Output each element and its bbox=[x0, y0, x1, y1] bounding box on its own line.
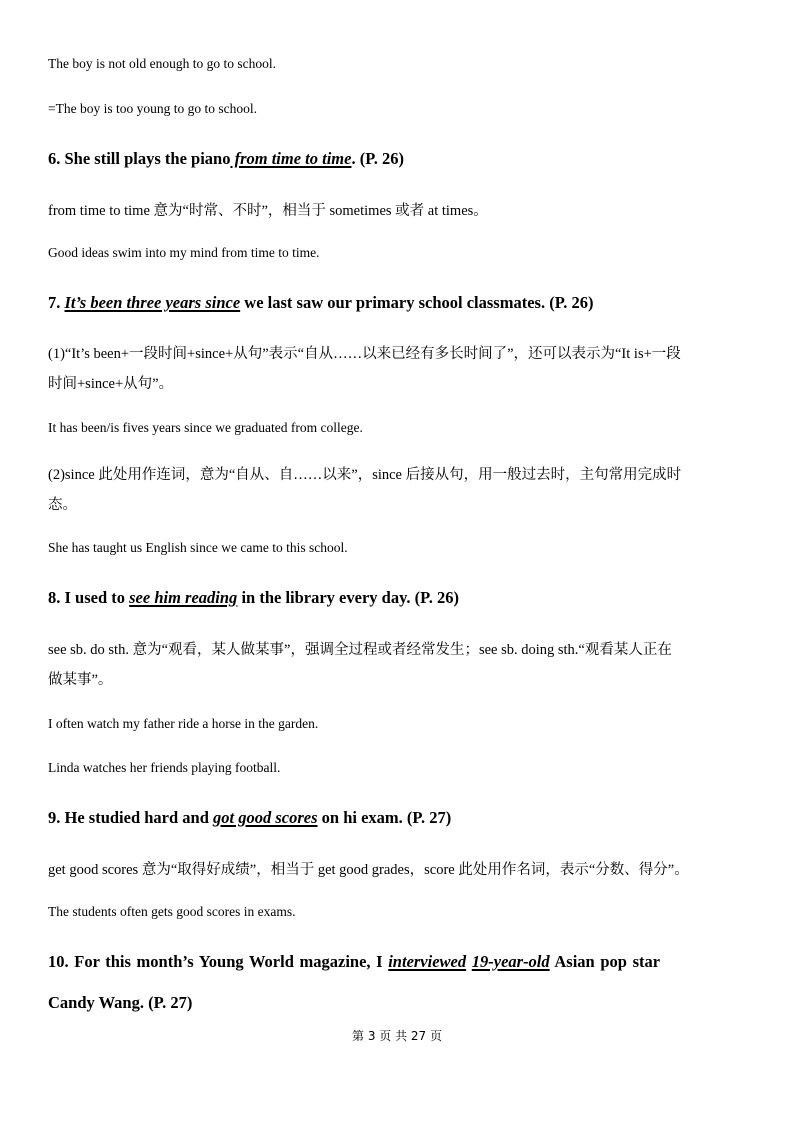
explanation: 态。 bbox=[48, 497, 77, 513]
key-phrase: from time to time bbox=[230, 149, 352, 168]
example-sentence: Linda watches her friends playing football. bbox=[48, 760, 281, 775]
item-heading-8: 8. I used to see him reading in the library every day. (P. 26) bbox=[48, 588, 459, 607]
explanation: see sb. do sth. 意为“观看，某人做某事”，强调全过程或者经常发生；see sb. doing sth.“观看某人正在 bbox=[48, 642, 672, 658]
key-phrase: 19-year-old bbox=[471, 952, 550, 971]
item-heading-9: 9. He studied hard and got good scores on hi exam. (P. 27) bbox=[48, 808, 452, 827]
item-heading-10: 10. For this month’s Young World magazine, I interviewed 19-year-old Asian pop star bbox=[48, 952, 661, 971]
key-phrase: see him reading bbox=[129, 588, 238, 607]
example-sentence: Good ideas swim into my mind from time to time. bbox=[48, 245, 320, 260]
key-phrase: interviewed bbox=[388, 952, 467, 971]
explanation: (1)“It’s been+一段时间+since+从句”表示“自从……以来已经有多长时间了”，还可以表示为“It is+一段 bbox=[48, 346, 681, 362]
item-heading-10-continued: Candy Wang. (P. 27) bbox=[48, 993, 193, 1012]
example-sentence: She has taught us English since we came to this school. bbox=[48, 540, 348, 555]
explanation: get good scores 意为“取得好成绩”，相当于 get good grades，score 此处用作名词，表示“分数、得分”。 bbox=[48, 862, 689, 878]
explanation: 做某事”。 bbox=[48, 672, 113, 688]
example-sentence: I often watch my father ride a horse in the garden. bbox=[48, 716, 319, 731]
page-number-footer: 第 3 页 共 27 页 bbox=[352, 1029, 442, 1043]
example-sentence: =The boy is too young to go to school. bbox=[48, 101, 257, 116]
explanation: 时间+since+从句”。 bbox=[48, 376, 174, 392]
example-sentence: The students often gets good scores in exams. bbox=[48, 904, 296, 919]
item-heading-6: 6. She still plays the piano from time to time. (P. 26) bbox=[48, 149, 405, 168]
key-phrase: got good scores bbox=[213, 808, 318, 827]
explanation: (2)since 此处用作连词，意为“自从、自……以来”，since 后接从句，用一般过去时，主句常用完成时 bbox=[48, 467, 682, 483]
explanation: from time to time 意为“时常、不时”，相当于 sometimes 或者 at times。 bbox=[48, 203, 488, 219]
item-heading-7: 7. It’s been three years since we last saw our primary school classmates. (P. 26) bbox=[48, 293, 594, 312]
example-sentence: The boy is not old enough to go to school. bbox=[48, 56, 276, 71]
key-phrase: It’s been three years since bbox=[64, 293, 241, 312]
example-sentence: It has been/is fives years since we graduated from college. bbox=[48, 420, 363, 435]
